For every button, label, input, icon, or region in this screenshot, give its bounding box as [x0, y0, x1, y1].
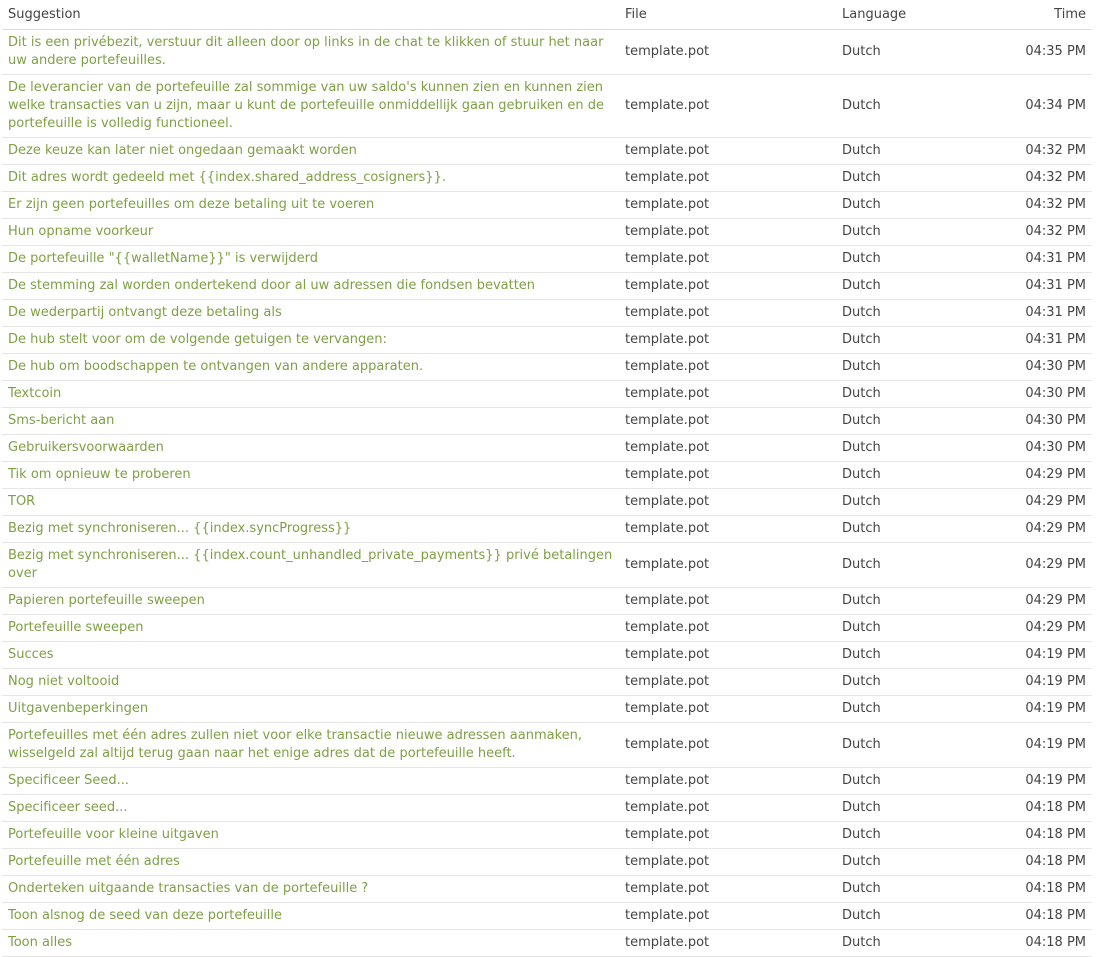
suggestion-link[interactable]: Papieren portefeuille sweepen	[8, 593, 205, 608]
table-row	[2, 354, 1092, 381]
suggestion-cell	[2, 543, 619, 588]
column-header-file: File	[619, 0, 836, 30]
file-cell: template.pot	[619, 543, 836, 588]
file-cell: template.pot	[619, 588, 836, 615]
table-row	[2, 849, 1092, 876]
suggestion-link[interactable]: Hun opname voorkeur	[8, 224, 154, 239]
table-row	[2, 876, 1092, 903]
suggestion-cell	[2, 381, 619, 408]
time-cell: 04:29 PM	[986, 543, 1092, 588]
time-cell: 04:19 PM	[986, 669, 1092, 696]
file-cell: template.pot	[619, 642, 836, 669]
table-row	[2, 408, 1092, 435]
file-cell: template.pot	[619, 273, 836, 300]
language-cell: Dutch	[836, 30, 986, 75]
suggestion-cell	[2, 930, 619, 957]
suggestion-cell	[2, 588, 619, 615]
time-cell: 04:35 PM	[986, 30, 1092, 75]
suggestion-cell	[2, 795, 619, 822]
suggestions-panel	[2, 0, 1092, 957]
table-row	[2, 435, 1092, 462]
file-cell: template.pot	[619, 327, 836, 354]
language-cell: Dutch	[836, 138, 986, 165]
file-cell: template.pot	[619, 516, 836, 543]
suggestion-link[interactable]: Specificeer Seed...	[8, 773, 129, 788]
language-cell: Dutch	[836, 300, 986, 327]
suggestion-link[interactable]: Sms-bericht aan	[8, 413, 115, 428]
suggestion-link[interactable]: De hub stelt voor om de volgende getuigen te vervangen:	[8, 332, 387, 347]
suggestion-cell	[2, 273, 619, 300]
table-row	[2, 768, 1092, 795]
suggestion-cell	[2, 696, 619, 723]
language-cell: Dutch	[836, 165, 986, 192]
language-cell: Dutch	[836, 489, 986, 516]
column-header-language: Language	[836, 0, 986, 30]
table-row	[2, 903, 1092, 930]
suggestion-link[interactable]: Textcoin	[8, 386, 62, 401]
table-row	[2, 723, 1092, 768]
table-row	[2, 219, 1092, 246]
suggestion-cell	[2, 354, 619, 381]
table-row	[2, 381, 1092, 408]
time-cell: 04:32 PM	[986, 138, 1092, 165]
file-cell: template.pot	[619, 489, 836, 516]
table-row	[2, 669, 1092, 696]
suggestion-link[interactable]: Bezig met synchroniseren... {{index.count_unhandled_private_payments}} privé betalingen over	[8, 548, 613, 581]
table-row	[2, 696, 1092, 723]
language-cell: Dutch	[836, 246, 986, 273]
language-cell: Dutch	[836, 669, 986, 696]
language-cell: Dutch	[836, 930, 986, 957]
file-cell: template.pot	[619, 300, 836, 327]
time-cell: 04:18 PM	[986, 903, 1092, 930]
time-cell: 04:32 PM	[986, 192, 1092, 219]
time-cell: 04:34 PM	[986, 75, 1092, 138]
suggestion-cell	[2, 723, 619, 768]
time-cell: 04:32 PM	[986, 165, 1092, 192]
suggestion-link[interactable]: De leverancier van de portefeuille zal sommige van uw saldo's kunnen zien en kunnen zien welke transacties van u zijn, maar u kunt de portefeuille onmiddellijk gaan gebruiken en de portefeuille is volledig functioneel.	[8, 80, 605, 131]
file-cell: template.pot	[619, 138, 836, 165]
table-row	[2, 588, 1092, 615]
file-cell: template.pot	[619, 408, 836, 435]
suggestion-link[interactable]: Succes	[8, 647, 54, 662]
file-cell: template.pot	[619, 903, 836, 930]
language-cell: Dutch	[836, 327, 986, 354]
language-cell: Dutch	[836, 795, 986, 822]
file-cell: template.pot	[619, 75, 836, 138]
suggestion-cell	[2, 516, 619, 543]
suggestion-link[interactable]: Portefeuille voor kleine uitgaven	[8, 827, 219, 842]
language-cell: Dutch	[836, 192, 986, 219]
time-cell: 04:29 PM	[986, 588, 1092, 615]
table-row	[2, 516, 1092, 543]
file-cell: template.pot	[619, 795, 836, 822]
language-cell: Dutch	[836, 723, 986, 768]
suggestion-link[interactable]: Bezig met synchroniseren... {{index.syncProgress}}	[8, 521, 352, 536]
language-cell: Dutch	[836, 876, 986, 903]
table-row	[2, 930, 1092, 957]
suggestion-cell	[2, 138, 619, 165]
file-cell: template.pot	[619, 849, 836, 876]
suggestion-link[interactable]: Uitgavenbeperkingen	[8, 701, 149, 716]
file-cell: template.pot	[619, 696, 836, 723]
time-cell: 04:18 PM	[986, 822, 1092, 849]
suggestion-link[interactable]: Deze keuze kan later niet ongedaan gemaakt worden	[8, 143, 357, 158]
column-header-time: Time	[986, 0, 1092, 30]
suggestion-cell	[2, 300, 619, 327]
table-row	[2, 75, 1092, 138]
time-cell: 04:31 PM	[986, 300, 1092, 327]
file-cell: template.pot	[619, 246, 836, 273]
file-cell: template.pot	[619, 669, 836, 696]
file-cell: template.pot	[619, 381, 836, 408]
file-cell: template.pot	[619, 30, 836, 75]
suggestion-cell	[2, 903, 619, 930]
suggestion-cell	[2, 489, 619, 516]
time-cell: 04:18 PM	[986, 930, 1092, 957]
table-header	[2, 0, 1092, 30]
language-cell: Dutch	[836, 435, 986, 462]
suggestion-cell	[2, 165, 619, 192]
column-header-suggestion: Suggestion	[2, 0, 619, 30]
table-row	[2, 615, 1092, 642]
file-cell: template.pot	[619, 615, 836, 642]
suggestion-cell	[2, 642, 619, 669]
suggestion-cell	[2, 768, 619, 795]
time-cell: 04:29 PM	[986, 516, 1092, 543]
language-cell: Dutch	[836, 219, 986, 246]
suggestion-link[interactable]: Tik om opnieuw te proberen	[8, 467, 191, 482]
table-row	[2, 246, 1092, 273]
table-row	[2, 327, 1092, 354]
time-cell: 04:31 PM	[986, 273, 1092, 300]
time-cell: 04:29 PM	[986, 462, 1092, 489]
language-cell: Dutch	[836, 408, 986, 435]
suggestion-link[interactable]: Dit adres wordt gedeeld met {{index.shared_address_cosigners}}.	[8, 170, 446, 185]
table-row	[2, 273, 1092, 300]
table-row	[2, 543, 1092, 588]
language-cell: Dutch	[836, 462, 986, 489]
language-cell: Dutch	[836, 903, 986, 930]
table-row	[2, 30, 1092, 75]
suggestion-cell	[2, 246, 619, 273]
time-cell: 04:18 PM	[986, 795, 1092, 822]
time-cell: 04:18 PM	[986, 849, 1092, 876]
time-cell: 04:19 PM	[986, 723, 1092, 768]
language-cell: Dutch	[836, 768, 986, 795]
suggestion-link[interactable]: Gebruikersvoorwaarden	[8, 440, 164, 455]
table-row	[2, 462, 1092, 489]
suggestion-cell	[2, 615, 619, 642]
suggestion-link[interactable]: Onderteken uitgaande transacties van de portefeuille ?	[8, 881, 369, 896]
table-row	[2, 822, 1092, 849]
language-cell: Dutch	[836, 642, 986, 669]
suggestion-cell	[2, 849, 619, 876]
suggestion-link[interactable]: De stemming zal worden ondertekend door al uw adressen die fondsen bevatten	[8, 278, 536, 293]
suggestion-link[interactable]: De wederpartij ontvangt deze betaling als	[8, 305, 282, 320]
time-cell: 04:29 PM	[986, 489, 1092, 516]
language-cell: Dutch	[836, 543, 986, 588]
file-cell: template.pot	[619, 876, 836, 903]
time-cell: 04:19 PM	[986, 642, 1092, 669]
time-cell: 04:19 PM	[986, 768, 1092, 795]
file-cell: template.pot	[619, 192, 836, 219]
time-cell: 04:19 PM	[986, 696, 1092, 723]
file-cell: template.pot	[619, 822, 836, 849]
table-row	[2, 165, 1092, 192]
suggestion-cell	[2, 876, 619, 903]
suggestions-table	[2, 0, 1092, 957]
suggestion-cell	[2, 462, 619, 489]
suggestion-link[interactable]: Portefeuilles met één adres zullen niet voor elke transactie nieuwe adressen aanmaken, wisselgeld zal altijd terug gaan naar het enige adres dat de portefeuille heeft.	[8, 728, 583, 761]
language-cell: Dutch	[836, 381, 986, 408]
suggestion-cell	[2, 30, 619, 75]
table-body	[2, 30, 1092, 957]
language-cell: Dutch	[836, 822, 986, 849]
language-cell: Dutch	[836, 354, 986, 381]
language-cell: Dutch	[836, 516, 986, 543]
time-cell: 04:30 PM	[986, 381, 1092, 408]
suggestion-cell	[2, 327, 619, 354]
suggestion-link[interactable]: Toon alsnog de seed van deze portefeuille	[8, 908, 283, 923]
time-cell: 04:32 PM	[986, 219, 1092, 246]
suggestion-link[interactable]: Nog niet voltooid	[8, 674, 120, 689]
time-cell: 04:30 PM	[986, 435, 1092, 462]
file-cell: template.pot	[619, 435, 836, 462]
table-row	[2, 138, 1092, 165]
suggestion-link[interactable]: De portefeuille "{{walletName}}" is verwijderd	[8, 251, 319, 266]
header-row	[2, 0, 1092, 30]
time-cell: 04:30 PM	[986, 408, 1092, 435]
suggestion-cell	[2, 822, 619, 849]
suggestion-cell	[2, 75, 619, 138]
file-cell: template.pot	[619, 930, 836, 957]
suggestion-cell	[2, 435, 619, 462]
suggestion-link[interactable]: Portefeuille met één adres	[8, 854, 180, 869]
suggestion-link[interactable]: Toon alles	[8, 935, 72, 950]
language-cell: Dutch	[836, 849, 986, 876]
time-cell: 04:30 PM	[986, 354, 1092, 381]
language-cell: Dutch	[836, 696, 986, 723]
file-cell: template.pot	[619, 165, 836, 192]
table-row	[2, 300, 1092, 327]
suggestion-link[interactable]: Dit is een privébezit, verstuur dit alleen door op links in de chat te klikken of stuur het naar uw andere portefeuilles.	[8, 35, 604, 68]
language-cell: Dutch	[836, 615, 986, 642]
file-cell: template.pot	[619, 354, 836, 381]
table-row	[2, 489, 1092, 516]
language-cell: Dutch	[836, 588, 986, 615]
suggestion-cell	[2, 219, 619, 246]
table-row	[2, 795, 1092, 822]
time-cell: 04:31 PM	[986, 327, 1092, 354]
suggestion-link[interactable]: Specificeer seed...	[8, 800, 128, 815]
file-cell: template.pot	[619, 462, 836, 489]
language-cell: Dutch	[836, 75, 986, 138]
table-row	[2, 192, 1092, 219]
suggestion-cell	[2, 669, 619, 696]
suggestion-link[interactable]: Er zijn geen portefeuilles om deze betaling uit te voeren	[8, 197, 375, 212]
suggestion-cell	[2, 408, 619, 435]
time-cell: 04:18 PM	[986, 876, 1092, 903]
time-cell: 04:31 PM	[986, 246, 1092, 273]
file-cell: template.pot	[619, 219, 836, 246]
file-cell: template.pot	[619, 723, 836, 768]
table-row	[2, 642, 1092, 669]
suggestion-link[interactable]: Portefeuille sweepen	[8, 620, 144, 635]
suggestion-cell	[2, 192, 619, 219]
file-cell: template.pot	[619, 768, 836, 795]
suggestion-link[interactable]: De hub om boodschappen te ontvangen van andere apparaten.	[8, 359, 424, 374]
suggestion-link[interactable]: TOR	[8, 494, 36, 509]
language-cell: Dutch	[836, 273, 986, 300]
time-cell: 04:29 PM	[986, 615, 1092, 642]
